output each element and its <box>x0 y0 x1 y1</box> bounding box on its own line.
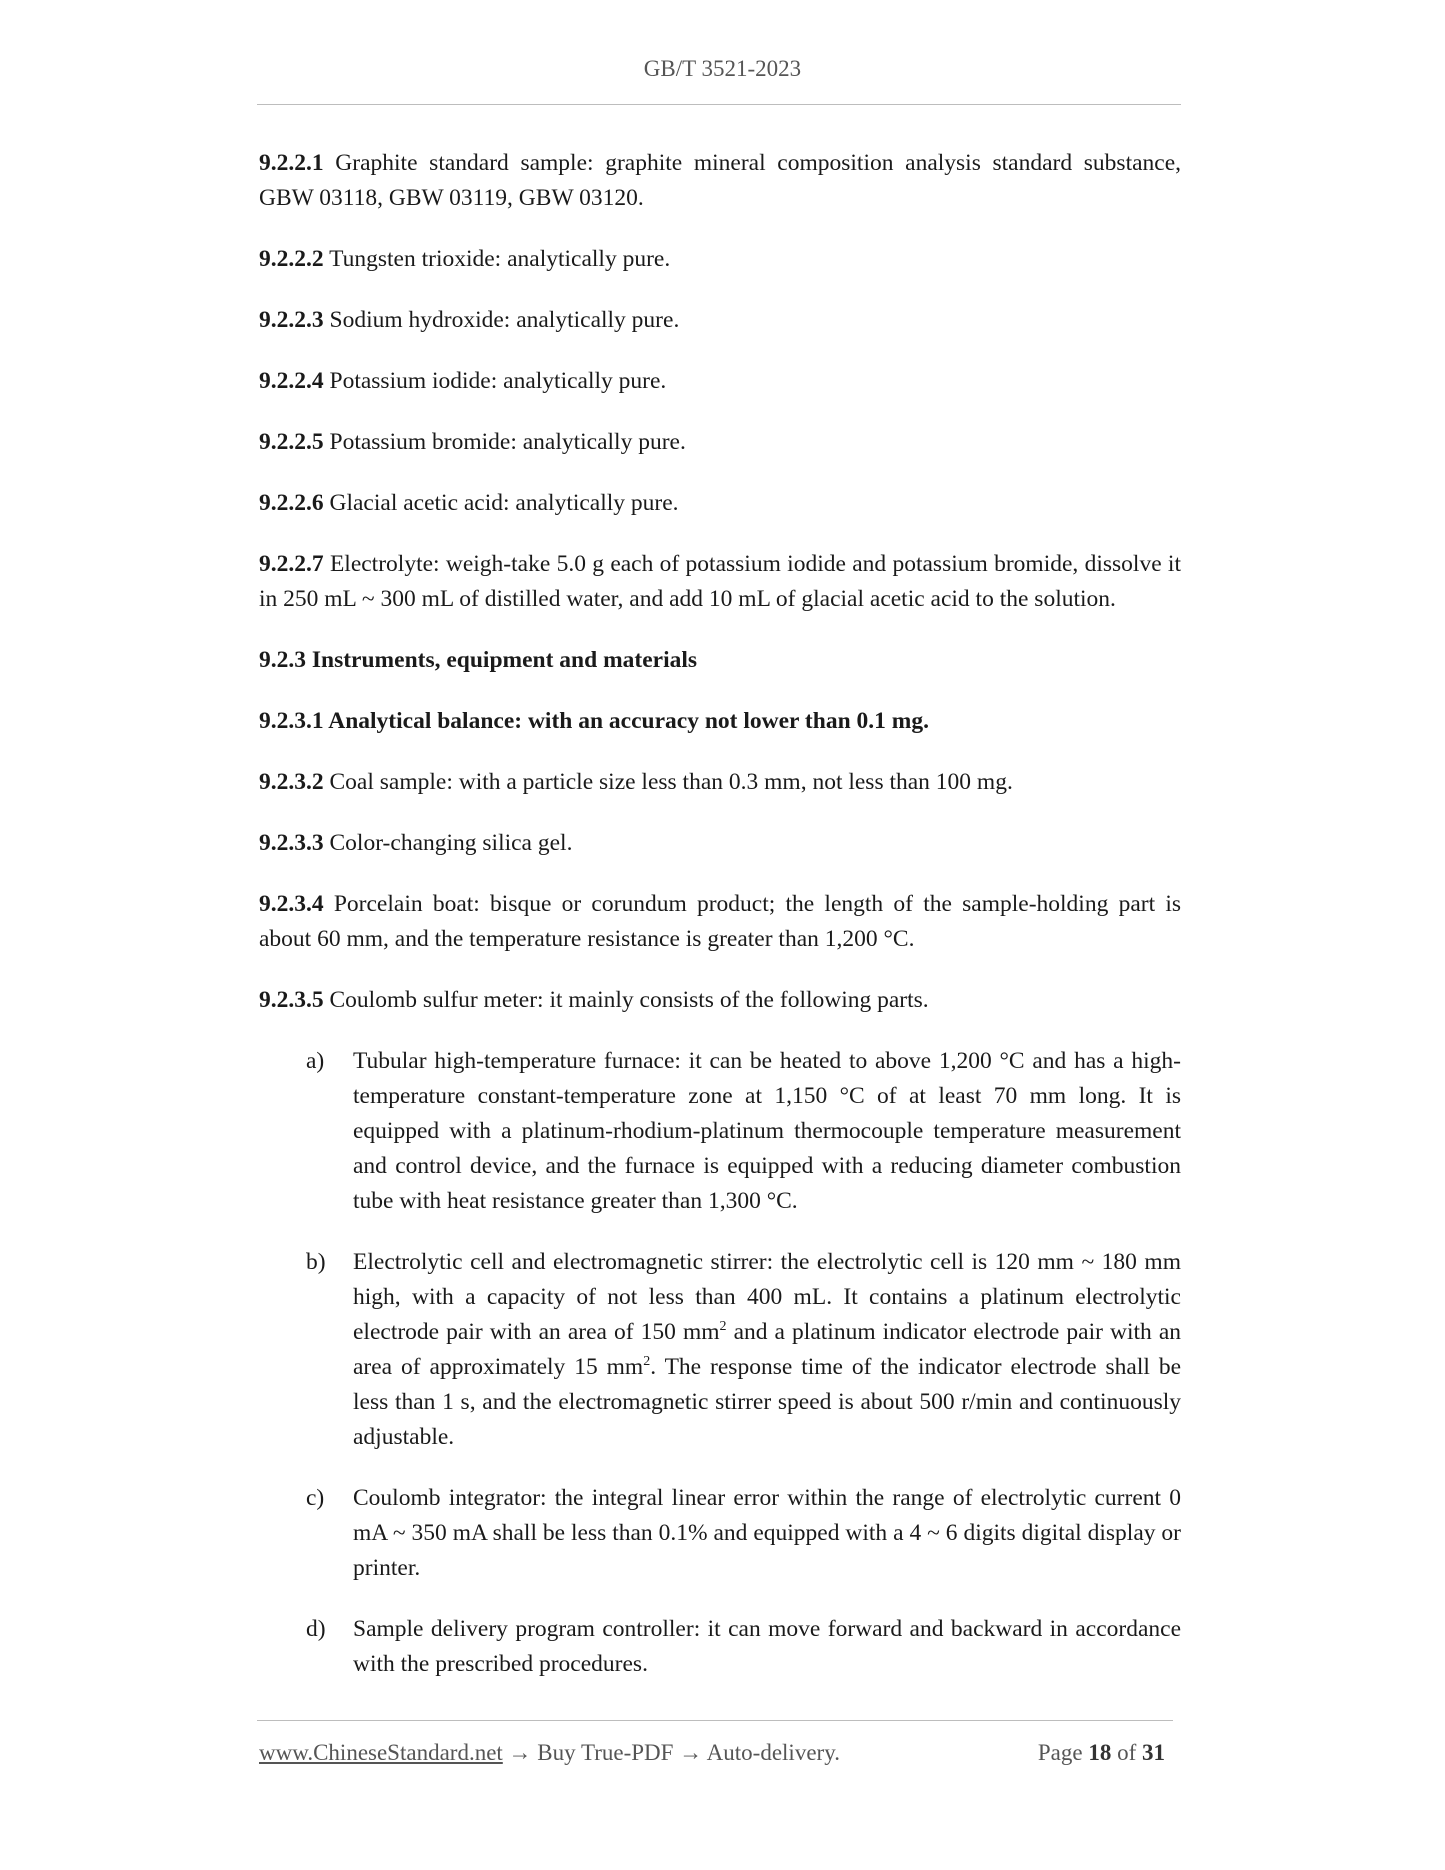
clause-9-2-3-2 <box>259 765 1181 800</box>
clause-text: Coal sample: with a particle size less than 0.3 mm, not less than 100 mg. <box>329 769 1013 795</box>
document-body <box>259 146 1181 1708</box>
clause-number: 9.2.3.1 <box>259 708 324 734</box>
clause-number: 9.2.2.2 <box>259 246 324 272</box>
list-marker: b) <box>306 1249 326 1275</box>
clause-text: Color-changing silica gel. <box>329 830 573 856</box>
clause-number: 9.2.2.7 <box>259 551 324 577</box>
list-marker: a) <box>306 1048 325 1074</box>
clause-9-2-2-6 <box>259 486 1181 521</box>
section-number: 9.2.3 <box>259 647 306 673</box>
clause-9-2-3-3 <box>259 826 1181 861</box>
clause-9-2-2-7 <box>259 547 1181 617</box>
clause-number: 9.2.2.4 <box>259 368 324 394</box>
page-total: 31 <box>1142 1740 1165 1765</box>
clause-9-2-2-1 <box>259 146 1181 216</box>
list-item-a <box>259 1044 1181 1219</box>
list-item-d <box>259 1612 1181 1682</box>
clause-number: 9.2.2.6 <box>259 490 324 516</box>
clause-number: 9.2.2.3 <box>259 307 324 333</box>
clause-text: Electrolyte: weigh-take 5.0 g each of potassium iodide and potassium bromide, dissolve it in 250 mL ~ 300 mL of distilled water, and add 10 mL of glacial acetic acid to the solution. <box>259 551 1181 612</box>
clause-number: 9.2.3.5 <box>259 987 324 1013</box>
of-label: of <box>1117 1740 1137 1765</box>
list-text-part: Electrolytic cell and electromagnetic stirrer: the electrolytic cell is 120 mm ~ 180 mm high, with a capacity of not less than 400 mL. It contains a platinum electrolytic electrode pair with an area of 150 mm <box>353 1249 1181 1345</box>
clause-text: Potassium iodide: analytically pure. <box>329 368 667 394</box>
delivery-text: Auto-delivery. <box>706 1740 840 1765</box>
clause-9-2-2-3 <box>259 303 1181 338</box>
page-label: Page <box>1037 1740 1083 1765</box>
superscript: 2 <box>719 1319 727 1335</box>
section-title: Instruments, equipment and materials <box>311 647 698 673</box>
superscript: 2 <box>643 1354 651 1370</box>
clause-text: Coulomb sulfur meter: it mainly consists of the following parts. <box>329 987 929 1013</box>
list-text: Tubular high-temperature furnace: it can be heated to above 1,200 °C and has a high-temperature constant-temperature zone at 1,150 °C of at least 70 mm long. It is equipped with a platinum-rhodium-platinum thermocouple temperature measurement and control device, and the furnace is equipped with a reducing diameter combustion tube with heat resistance greater than 1,300 °C. <box>353 1048 1181 1214</box>
list-text-part: . The response time of the indicator electrode shall be less than 1 s, and the electromagnetic stirrer speed is about 500 r/min and continuously adjustable. <box>353 1354 1182 1450</box>
section-heading <box>259 643 1181 678</box>
clause-text: Sodium hydroxide: analytically pure. <box>329 307 680 333</box>
clause-number: 9.2.3.2 <box>259 769 324 795</box>
list-item-b <box>259 1245 1181 1455</box>
buy-text: Buy True-PDF <box>537 1740 674 1765</box>
clause-number: 9.2.2.5 <box>259 429 324 455</box>
list-text <box>353 1249 1181 1450</box>
list-text-part: and a platinum indicator electrode pair with an area of approximately 15 mm <box>353 1319 1182 1380</box>
list-text: Coulomb integrator: the integral linear error within the range of electrolytic current 0 mA ~ 350 mA shall be less than 0.1% and equipped with a 4 ~ 6 digits digital display or printer. <box>353 1485 1181 1581</box>
list-text: Sample delivery program controller: it can move forward and backward in accordance with the prescribed procedures. <box>353 1616 1181 1677</box>
clause-text: Tungsten trioxide: analytically pure. <box>329 246 671 272</box>
clause-number: 9.2.3.3 <box>259 830 324 856</box>
header-divider <box>257 104 1181 105</box>
footer-divider <box>257 1720 1173 1721</box>
clause-text: Graphite standard sample: graphite mineral composition analysis standard substance, GBW 03118, GBW 03119, GBW 03120. <box>259 150 1182 211</box>
clause-9-2-3-1 <box>259 704 1181 739</box>
list-item-c <box>259 1481 1181 1586</box>
list-marker: d) <box>306 1616 326 1642</box>
clause-number: 9.2.2.1 <box>259 150 324 176</box>
clause-9-2-3-4 <box>259 887 1181 957</box>
clause-number: 9.2.3.4 <box>259 891 324 917</box>
clause-9-2-3-5 <box>259 983 1181 1018</box>
clause-9-2-2-2 <box>259 242 1181 277</box>
clause-text: Analytical balance: with an accuracy not lower than 0.1 mg. <box>328 708 929 734</box>
website-link[interactable]: www.ChineseStandard.net <box>259 1740 503 1765</box>
clause-9-2-2-4 <box>259 364 1181 399</box>
list-marker: c) <box>306 1485 325 1511</box>
arrow-right-icon: → <box>508 1740 532 1765</box>
clause-text: Potassium bromide: analytically pure. <box>329 429 686 455</box>
page-indicator <box>1038 1740 1165 1766</box>
clause-9-2-2-5 <box>259 425 1181 460</box>
clause-text: Porcelain boat: bisque or corundum product; the length of the sample-holding part is about 60 mm, and the temperature resistance is greater than 1,200 °C. <box>259 891 1182 952</box>
footer-promo <box>259 1740 840 1766</box>
page-number: 18 <box>1088 1740 1112 1765</box>
page-header: GB/T 3521-2023 <box>643 56 802 81</box>
arrow-right-icon: → <box>679 1740 703 1765</box>
clause-text: Glacial acetic acid: analytically pure. <box>329 490 679 516</box>
